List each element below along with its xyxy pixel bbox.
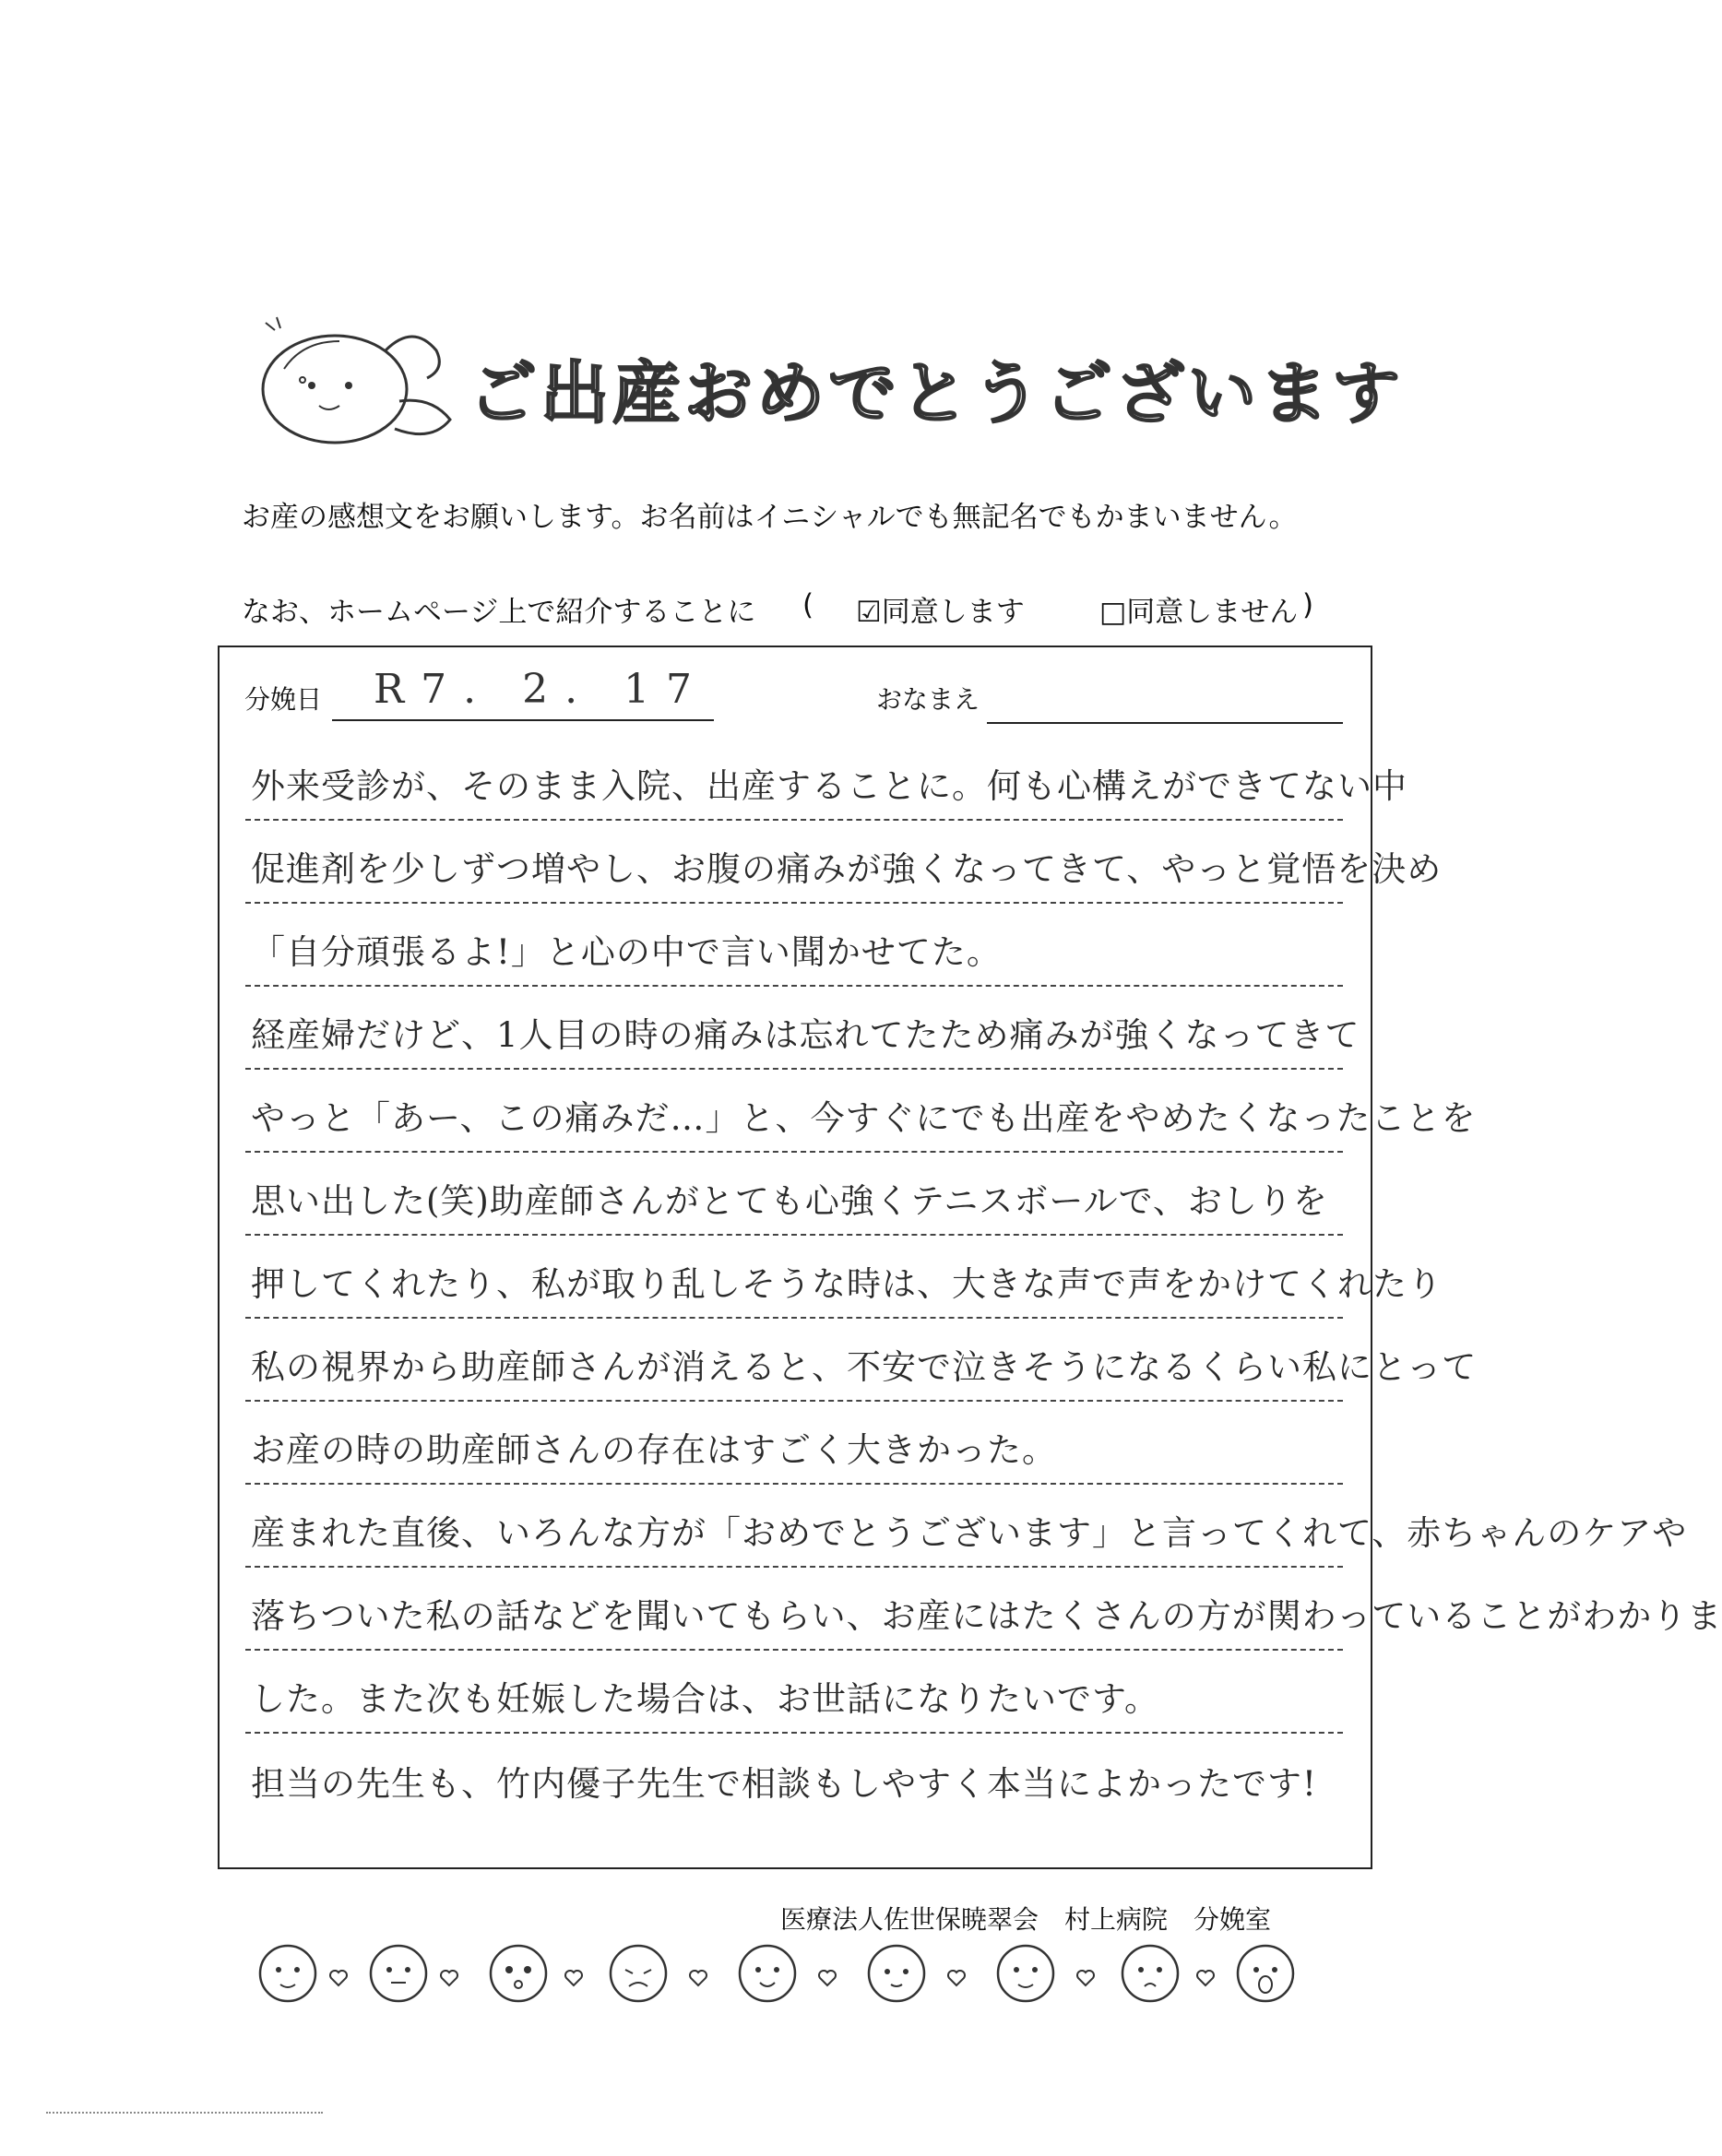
comment-text: 担当の先生も、竹内優子先生で相談もしやすく本当によかったです!: [251, 1764, 1317, 1804]
request-text: お産の感想文をお願いします。お名前はイニシャルでも無記名でもかまいません。: [242, 501, 1298, 534]
baby-face-icon: [1122, 1946, 1178, 2001]
comment-line: [245, 904, 1343, 987]
heart-icon: [819, 1971, 836, 1985]
comment-line: [245, 821, 1443, 904]
heart-icon: [1197, 1971, 1214, 1985]
page-title: ご出産おめでとうございます: [469, 354, 1404, 433]
comment-text: 思い出した(笑)助産師さんがとても心強くテニスボールで、おしりを: [251, 1181, 1328, 1221]
comment-line: [245, 1070, 1477, 1153]
name-field[interactable]: [987, 722, 1343, 724]
date-underline: [332, 719, 714, 721]
baby-face-icon: [740, 1946, 795, 2001]
comment-line: [245, 987, 1360, 1070]
comment-line: [245, 1402, 1343, 1485]
baby-illustration-icon: [247, 314, 469, 452]
name-label: おなまえ: [876, 684, 980, 715]
scan-artifact-line: [46, 2112, 323, 2114]
comment-text: 促進剤を少しずつ増やし、お腹の痛みが強くなってきて、やっと覚悟を決め: [251, 849, 1443, 889]
comment-line: [245, 1568, 1722, 1651]
date-value[interactable]: R7. 2. 17: [374, 666, 709, 713]
consent-prompt: なお、ホームページ上で紹介することに: [242, 596, 756, 629]
baby-face-icon: [491, 1946, 546, 2001]
consent-row: [242, 588, 1348, 629]
date-label: 分娩日: [244, 684, 323, 715]
comment-text: 外来受診が、そのまま入院、出産することに。何も心構えができてない中: [251, 766, 1407, 806]
comment-text: やっと「あー、この痛みだ…」と、今すぐにでも出産をやめたくなったことを: [251, 1098, 1477, 1138]
baby-faces-decoration: [251, 1927, 1339, 2020]
paren-close: ): [1302, 588, 1314, 622]
baby-face-icon: [998, 1946, 1053, 2001]
heart-icon: [330, 1971, 347, 1985]
agree-checkbox[interactable]: ☑同意します: [856, 596, 1025, 629]
disagree-checkbox[interactable]: □同意しません: [1099, 596, 1299, 629]
paren-open: (: [802, 588, 814, 622]
comment-line: [245, 1734, 1343, 1817]
comment-area: [245, 738, 1722, 1844]
baby-face-icon: [869, 1946, 924, 2001]
comment-line: [245, 1153, 1343, 1236]
heart-icon: [948, 1971, 965, 1985]
comment-text: お産の時の助産師さんの存在はすごく大きかった。: [251, 1430, 1057, 1470]
comment-text: 産まれた直後、いろんな方が「おめでとうございます」と言ってくれて、赤ちゃんのケアや: [251, 1513, 1688, 1553]
heart-icon: [441, 1971, 457, 1985]
baby-face-icon: [611, 1946, 666, 2001]
comment-line: [245, 1651, 1343, 1734]
baby-face-icon: [1238, 1946, 1293, 2001]
hospital-name: 医療法人佐世保暁翠会 村上病院 分娩室: [780, 1904, 1272, 1935]
comment-text: 「自分頑張るよ!」と心の中で言い聞かせてた。: [251, 932, 1002, 972]
comment-line: [245, 1485, 1688, 1568]
comment-text: 私の視界から助産師さんが消えると、不安で泣きそうになるくらい私にとって: [251, 1347, 1478, 1387]
baby-face-icon: [371, 1946, 426, 2001]
comment-text: 落ちついた私の話などを聞いてもらい、お産にはたくさんの方が関わっていることがわかりま: [251, 1596, 1722, 1636]
header-banner: [247, 314, 1404, 452]
heart-icon: [1077, 1971, 1094, 1985]
comment-text: 押してくれたり、私が取り乱しそうな時は、大きな声で声をかけてくれたり: [251, 1264, 1443, 1304]
baby-face-icon: [260, 1946, 315, 2001]
comment-line: [245, 1236, 1443, 1319]
comment-text: 経産婦だけど、1人目の時の痛みは忘れてたため痛みが強くなってきて: [251, 1015, 1360, 1055]
comment-line: [245, 738, 1407, 821]
comment-text: した。また次も妊娠した場合は、お世話になりたいです。: [251, 1679, 1160, 1719]
comment-line: [245, 1319, 1478, 1402]
heart-icon: [690, 1971, 707, 1985]
heart-icon: [565, 1971, 582, 1985]
